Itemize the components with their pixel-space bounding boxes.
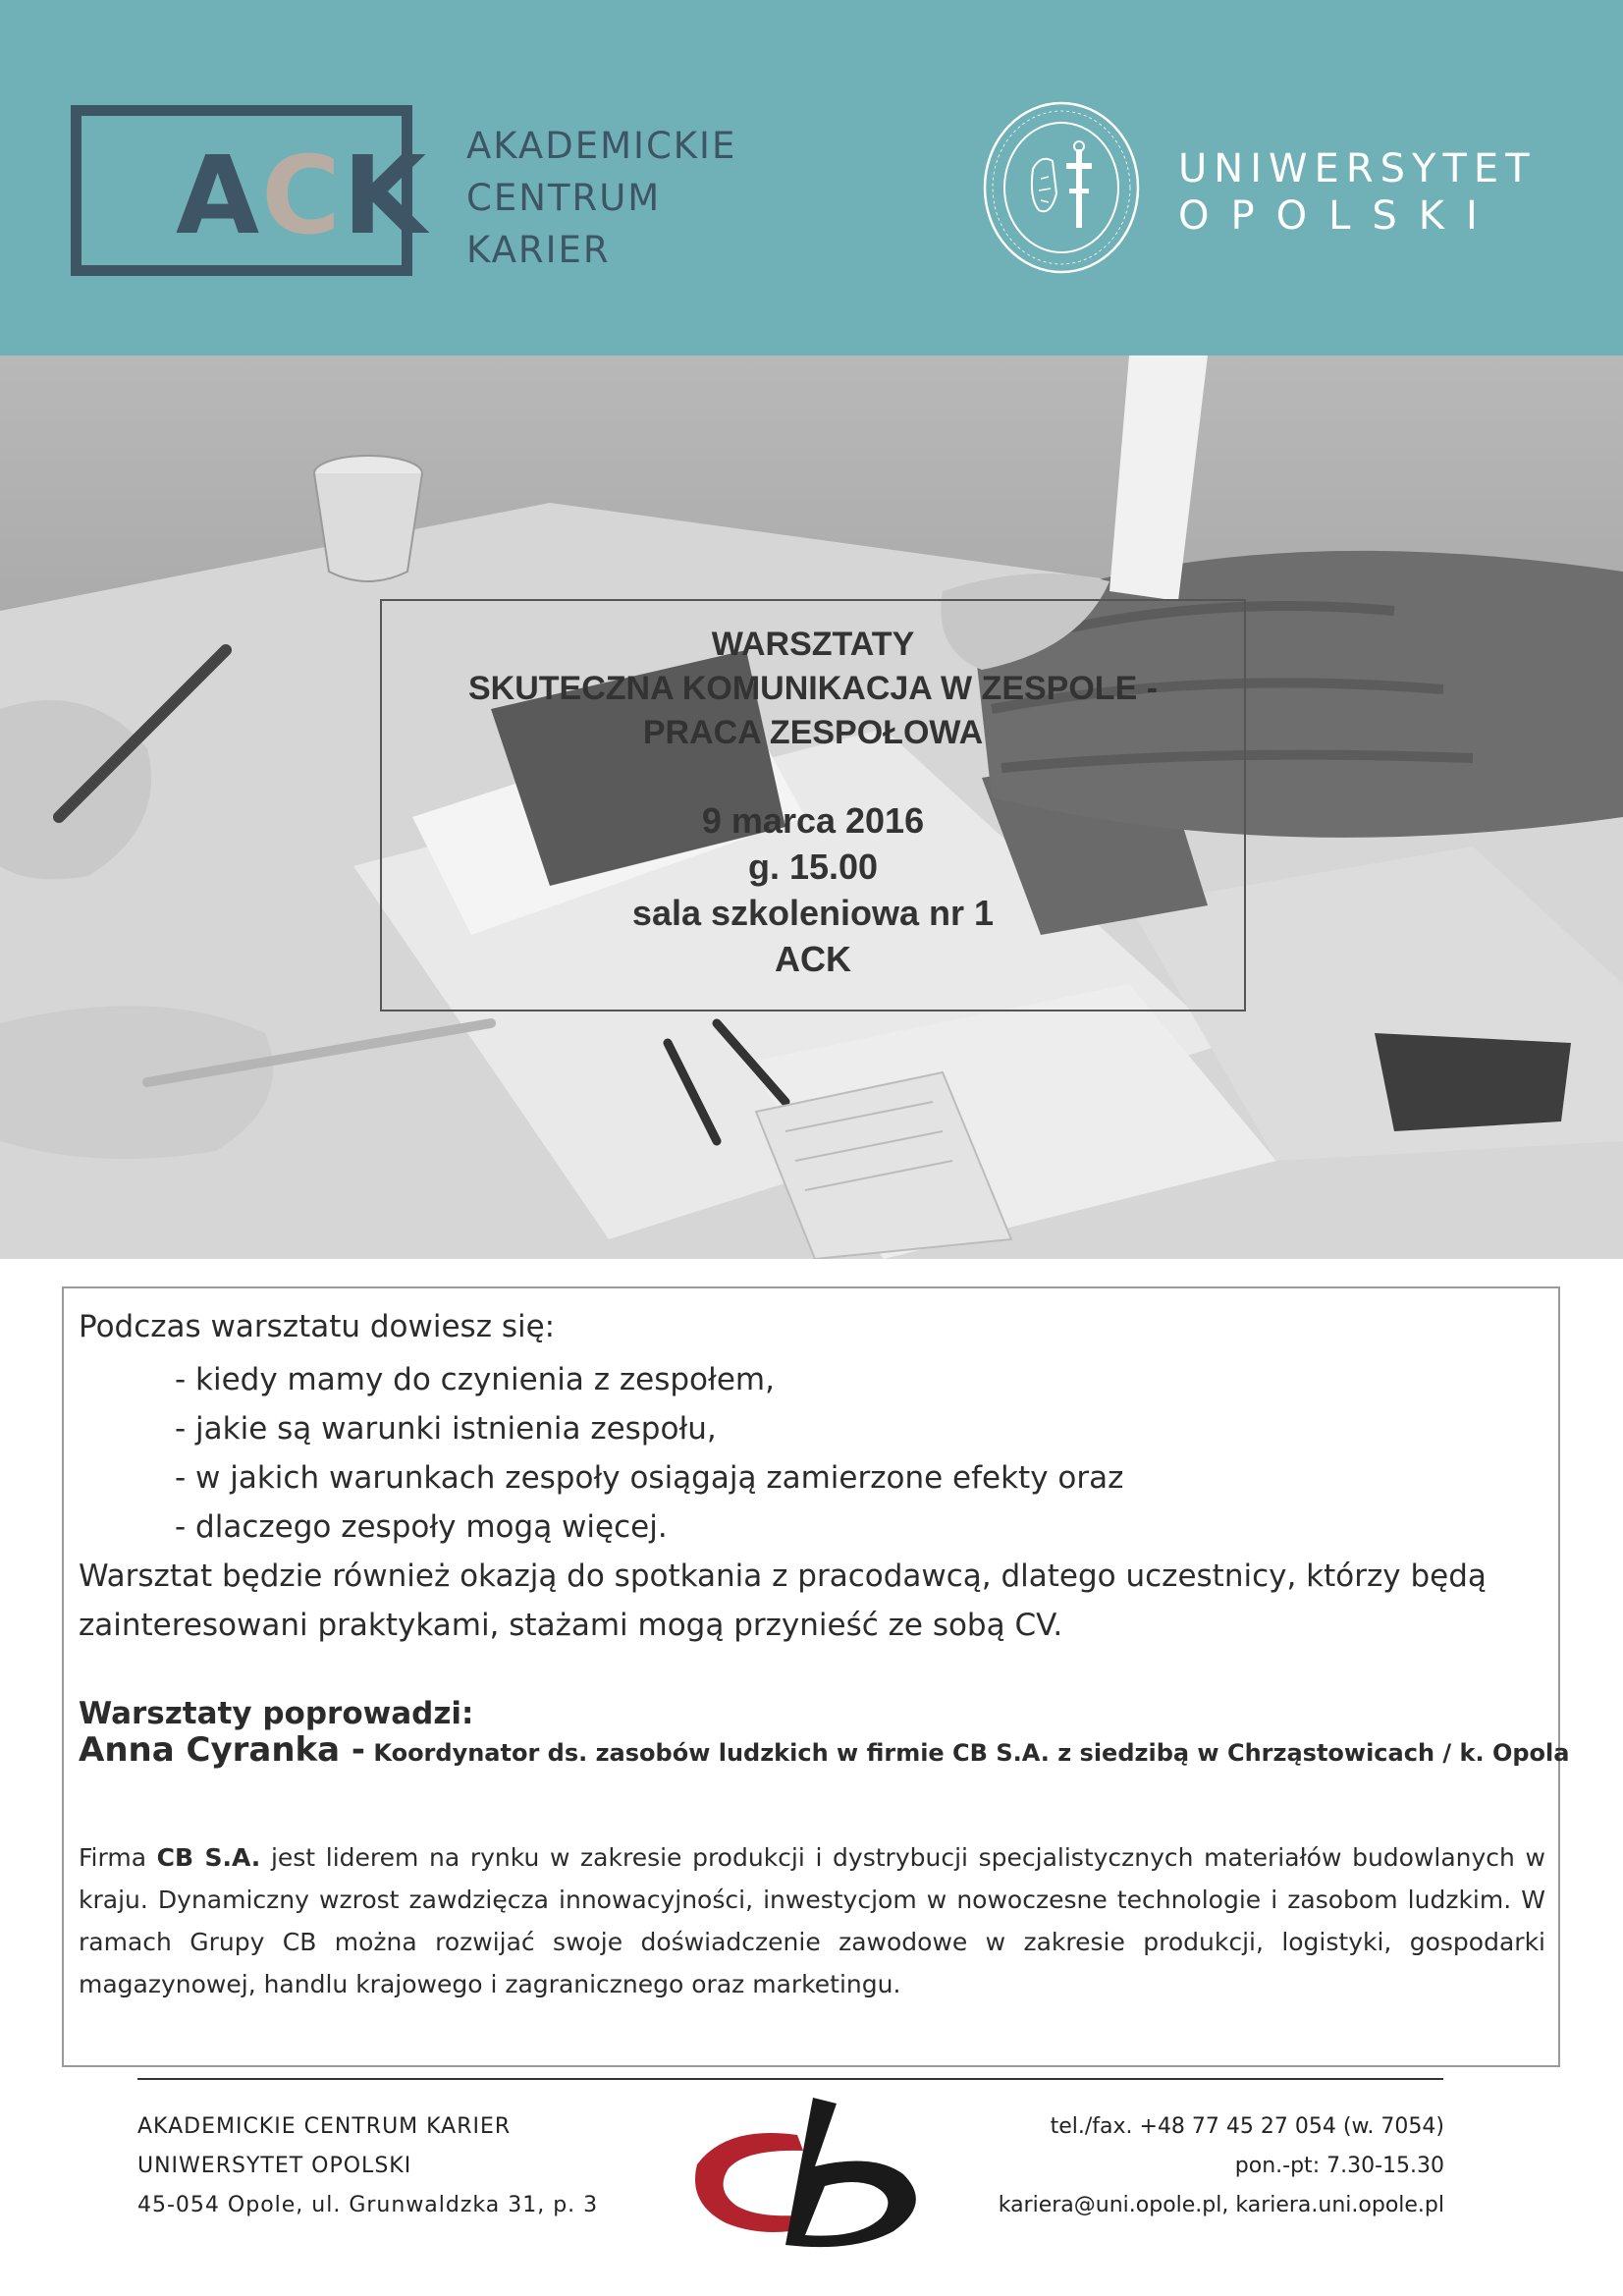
footer-address-line: 45-054 Opole, ul. Grunwaldzka 31, p. 3 [137,2193,599,2217]
ack-name-line: KARIER [466,229,611,271]
host-line [79,1730,1569,1770]
host-role: Koordynator ds. zasobów ludzkich w firmie CB S.A. z siedzibą w Chrząstowicach / k. Opola [365,1739,1570,1767]
footer-address-line: AKADEMICKIE CENTRUM KARIER [137,2114,512,2139]
host-heading: Warsztaty poprowadzi: [79,1696,474,1731]
workshop-description-box [62,1286,1570,2067]
university-seal-icon [982,100,1141,275]
ack-letter-c: C [261,133,343,258]
company-text: jest liderem na rynku w zakresie produkcji i dystrybucji specjalistycznych materiałów budowlanych w kraju. Dynamiczny wzrost zawdzięcza innowacyjności, inwestycjom w nowoczesne technologie i zasobom ludzkim. W ramach Grupy CB można rozwijać swoje doświadczenie zawodowe w zakresie produkcji, logistyki, gospodarki magazynowej, handlu krajowego i zagranicznego oraz marketingu. [79,1843,1545,1998]
ack-logo-letters [176,132,428,259]
employer-note-line: zainteresowani praktykami, stażami mogą przynieść ze sobą CV. [79,1608,1063,1643]
footer-email-link[interactable]: kariera@uni.opole.pl, kariera.uni.opole.pl [998,2193,1444,2217]
description-intro: Podczas warsztatu dowiesz się: [79,1309,556,1344]
employer-note-line: Warsztat będzie również okazją do spotkania z pracodawcą, dlatego uczestnicy, którzy będą [79,1558,1487,1594]
footer-divider [137,2078,1443,2080]
list-item: - kiedy mamy do czynienia z zespołem, [175,1362,775,1397]
event-title-line: WARSZTATY [711,626,915,663]
list-item: - jakie są warunki istnienia zespołu, [175,1411,717,1447]
university-name-line: OPOLSKI [1178,193,1499,239]
event-time: g. 15.00 [747,847,879,887]
cb-logo-icon [687,2096,933,2253]
ack-letter-a: A [176,133,262,258]
company-description [79,1836,1545,2005]
event-date: 9 marca 2016 [701,800,925,841]
footer-hours: pon.-pt: 7.30-15.30 [1234,2154,1444,2178]
list-item: - w jakich warunkach zespoły osiągają zamierzone efekty oraz [175,1460,1124,1496]
host-name: Anna Cyranka - [79,1730,366,1770]
event-info-box [380,599,1246,1011]
ack-name [466,120,736,276]
footer-address-line: UNIWERSYTET OPOLSKI [137,2154,412,2178]
event-title-line: SKUTECZNA KOMUNIKACJA W ZESPOLE - [467,670,1159,707]
ack-letter-k: K [342,133,429,258]
ack-logo-frame [71,105,429,276]
header-banner [0,0,1623,355]
workshop-photo [0,355,1623,1259]
event-place: ACK [775,939,851,979]
university-name-line: UNIWERSYTET [1178,146,1537,191]
university-name [1178,145,1537,240]
footer-address [137,2107,598,2225]
company-name: CB S.A. [156,1843,261,1872]
company-prefix: Firma [79,1843,157,1872]
ack-name-line: CENTRUM [466,177,662,219]
event-room: sala szkoleniowa nr 1 [631,893,995,933]
footer-contact [999,2107,1444,2225]
footer-phone: tel./fax. +48 77 45 27 054 (w. 7054) [1050,2114,1444,2139]
topic-list [175,1355,1123,1552]
event-title-line: PRACA ZESPOŁOWA [642,714,984,751]
ack-name-line: AKADEMICKIE [466,125,737,167]
list-item: - dlaczego zespoły mogą więcej. [175,1509,668,1545]
